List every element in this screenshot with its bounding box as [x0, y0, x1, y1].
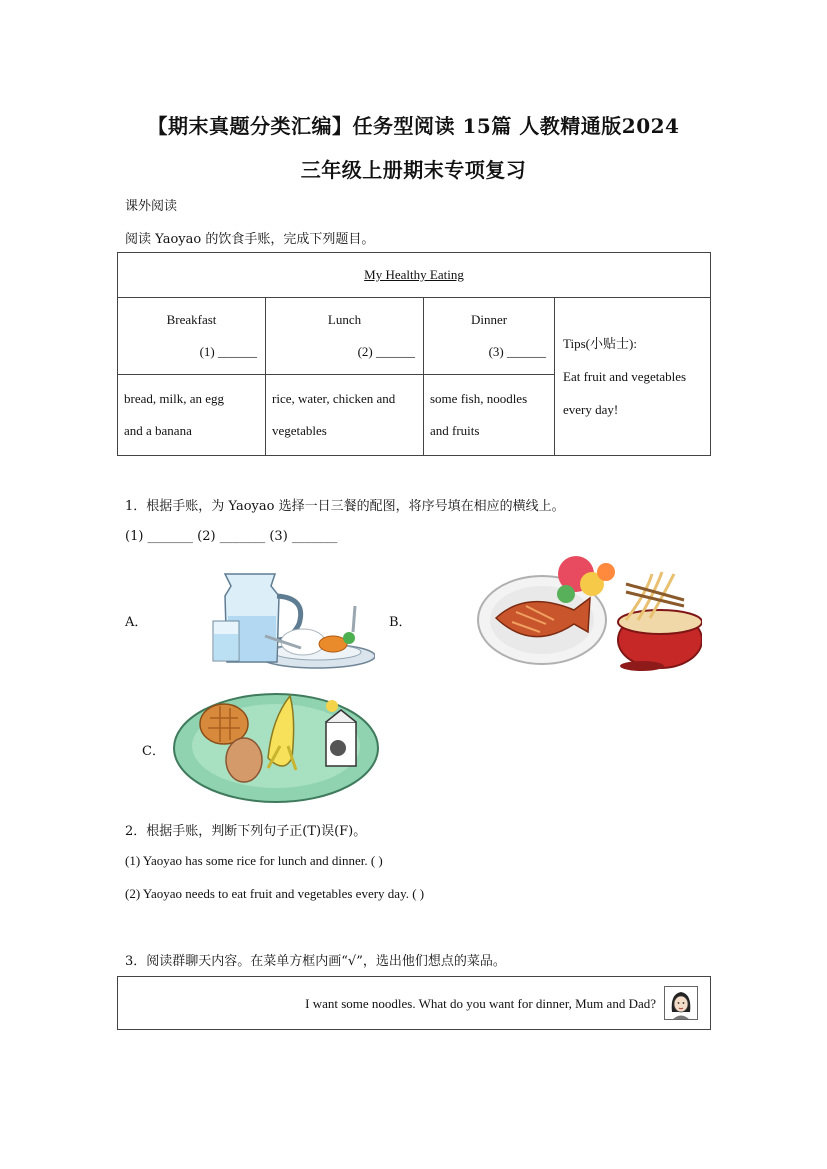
- dinner-food: some fish, noodles and fruits: [424, 375, 555, 456]
- tips-cell: Tips(小贴士): Eat fruit and vegetables every day!: [555, 298, 711, 456]
- table-heading: My Healthy Eating: [118, 253, 711, 298]
- question-1: 1．根据手账，为 Yaoyao 选择一日三餐的配图，将序号填在相应的横线上。: [125, 499, 565, 514]
- option-c-label: C．: [142, 744, 165, 759]
- meal-dinner: Dinner (3) ______: [424, 298, 555, 375]
- lunch-picture: [205, 566, 375, 671]
- girl-avatar-icon: [664, 986, 698, 1020]
- breakfast-picture: [172, 688, 382, 806]
- question-2-item-1: (1) Yaoyao has some rice for lunch and dinner. ( ): [125, 853, 383, 868]
- chat-message: I want some noodles. What do you want for dinner, Mum and Dad?: [305, 996, 656, 1011]
- breakfast-food: bread, milk, an egg and a banana: [118, 375, 266, 456]
- healthy-eating-table: [117, 252, 711, 456]
- page-title-line1: 【期末真题分类汇编】任务型阅读 15篇 人教精通版2024: [147, 114, 680, 138]
- chat-box: [117, 976, 711, 1030]
- option-b-label: B．: [389, 615, 412, 630]
- meal-breakfast: Breakfast (1) ______: [118, 298, 266, 375]
- section-label: 课外阅读: [125, 199, 178, 214]
- instruction: 阅读 Yaoyao 的饮食手账，完成下列题目。: [125, 232, 375, 247]
- question-3: 3．阅读群聊天内容。在菜单方框内画“√”，选出他们想点的菜品。: [125, 954, 506, 969]
- lunch-food: rice, water, chicken and vegetables: [266, 375, 424, 456]
- question-2: 2．根据手账，判断下列句子正(T)误(F)。: [125, 824, 367, 839]
- page-title-line2: 三年级上册期末专项复习: [300, 158, 527, 182]
- option-a-label: A．: [125, 615, 148, 630]
- question-2-item-2: (2) Yaoyao needs to eat fruit and vegetables every day. ( ): [125, 886, 425, 901]
- question-1-blanks: (1) _______ (2) _______ (3) _______: [125, 529, 338, 544]
- meal-lunch: Lunch (2) ______: [266, 298, 424, 375]
- dinner-picture: [476, 554, 702, 674]
